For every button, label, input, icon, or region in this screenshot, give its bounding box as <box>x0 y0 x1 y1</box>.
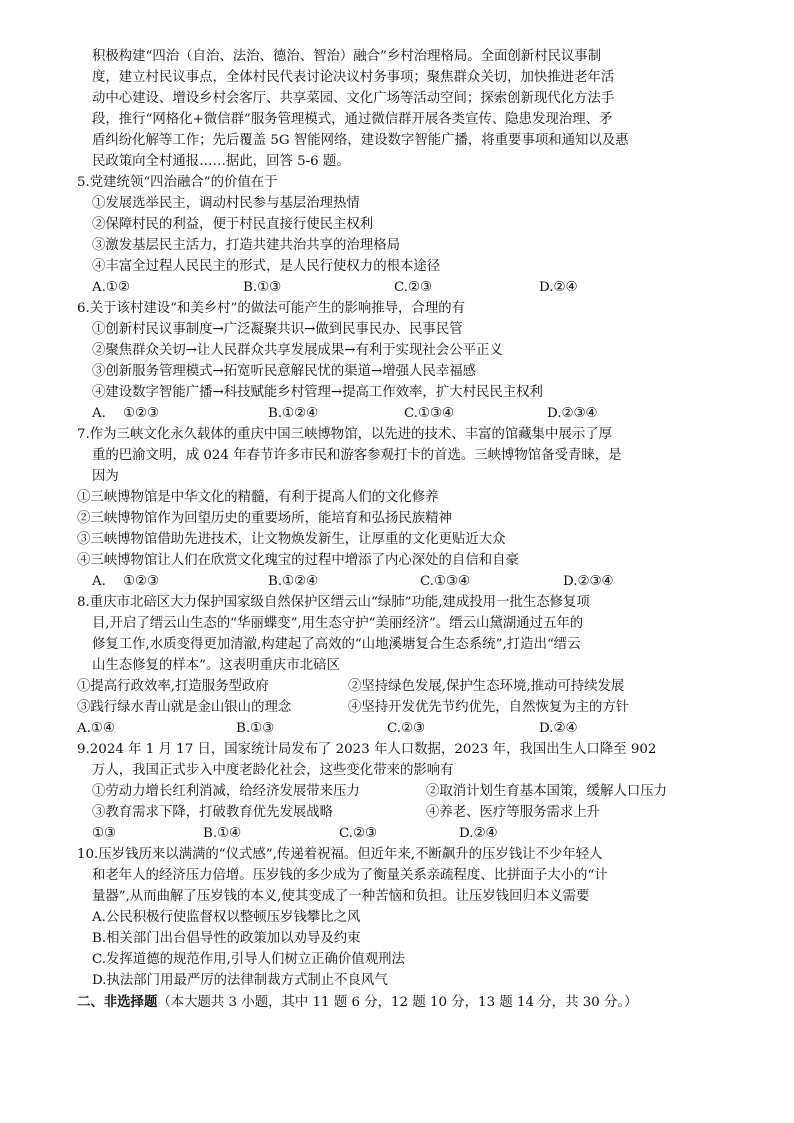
option-c: C.②③ <box>387 721 426 736</box>
option-a: A.①④ <box>77 721 115 736</box>
option-c: C.②③ <box>394 280 433 295</box>
statement-item: ④建设数字智能广播→科技赋能乡村管理→提高工作效率，扩大村民民主权利 <box>92 385 543 400</box>
question-stem: 万人，我国正式步入中度老龄化社会，这些变化带来的影响有 <box>92 763 454 778</box>
question-stem: 和老年人的经济压力倍增。压岁钱的多少成为了衡量关系亲疏程度、比拼面子大小的“计 <box>92 868 608 883</box>
statement-item: ③教育需求下降，打破教育优先发展战略 <box>92 805 334 820</box>
question-stem: 6.关于该村建设“和美乡村”的做法可能产生的影响推导，合理的有 <box>77 301 466 316</box>
section-heading <box>77 992 638 1013</box>
intro-line: 民政策向全村通报……据此，回答 5-6 题。 <box>92 154 350 169</box>
statement-item: ②坚持绿色发展,保护生态环境,推动可持续发展 <box>348 679 625 694</box>
option-b: B.①②④ <box>268 406 319 421</box>
question-stem: 7.作为三峡文化永久载体的重庆中国三峡博物馆，以先进的技术、丰富的馆藏集中展示了厚 <box>77 427 613 442</box>
option-d: D.②④ <box>459 826 498 841</box>
statement-item: ④养老、医疗等服务需求上升 <box>426 805 601 820</box>
intro-line: 段，推行“网格化+微信群”服务管理模式，通过微信群开展各类宣传、隐患发现治理、矛 <box>92 112 613 127</box>
statement-item: ③创新服务管理模式→拓宽听民意解民忧的渠道→增强人民幸福感 <box>92 364 476 379</box>
statement-item: ④丰富全过程人民民主的形式，是人民行使权力的根本途径 <box>92 259 441 274</box>
statement-item: ③激发基层民主活力，打造共建共治共享的治理格局 <box>92 238 400 253</box>
option-c: C.发挥道德的规范作用,引导人们树立正确价值观刑法 <box>92 952 405 967</box>
option-a: A. ①②③ <box>92 406 159 421</box>
statement-item: ③践行绿水青山就是金山银山的理念 <box>77 700 292 715</box>
statement-item: ①劳动力增长红利消减，给经济发展带来压力 <box>92 784 360 799</box>
question-stem: 9.2024 年 1 月 17 日，国家统计局发布了 2023 年人口数据，2023 年，我国出生人口降至 902 <box>77 742 657 757</box>
intro-line: 度，建立村民议事点，全体村民代表讨论决议村务事项；聚焦群众关切，加快推进老年活 <box>92 70 615 85</box>
statement-item: ①三峡博物馆是中华文化的精髓，有利于提高人们的文化修养 <box>77 490 439 505</box>
statement-item: ②聚焦群众关切→让人民群众共享发展成果→有利于实现社会公平正义 <box>92 343 503 358</box>
question-stem: 重的巴渝文明，成 024 年春节许多市民和游客参观打卡的首选。三峡博物馆备受青睐，是 <box>92 448 622 463</box>
option-d: D.②④ <box>539 280 578 295</box>
option-b: B.①④ <box>203 826 242 841</box>
question-stem: 量器”,从而曲解了压岁钱的本义,使其变成了一种苦恼和负担。让压岁钱回归本义需要 <box>92 889 590 904</box>
statement-item: ②取消计划生育基本国策，缓解人口压力 <box>426 784 668 799</box>
option-c: C.①③④ <box>420 574 471 589</box>
statement-item: ②三峡博物馆作为回望历史的重要场所，能培育和弘扬民族精神 <box>77 511 452 526</box>
question-stem: 因为 <box>92 469 119 484</box>
option-b: B.①③ <box>243 280 282 295</box>
statement-item: ②保障村民的利益，便于村民直接行使民主权利 <box>92 217 374 232</box>
statement-item: ①提高行政效率,打造服务型政府 <box>77 679 269 694</box>
question-stem: 10.压岁钱历来以满满的“仪式感”,传递着祝福。但近年来,不断飙升的压岁钱让不少年轻人 <box>77 847 603 862</box>
option-a: A.①② <box>92 280 130 295</box>
question-stem: 山生态修复的样本”。这表明重庆市北碚区 <box>92 658 340 673</box>
section-title: 二、非选择题 <box>77 994 158 1010</box>
option-d: D.执法部门用最严厉的法律制裁方式制止不良风气 <box>92 973 388 988</box>
statement-item: ③三峡博物馆借助先进技术，让文物焕发新生，让厚重的文化更贴近大众 <box>77 532 506 547</box>
question-stem: 8.重庆市北碚区大力保护国家级自然保护区缙云山“绿肺”功能,建成投用一批生态修复项 <box>77 595 590 610</box>
statement-item: ④坚持开发优先节约优先，自然恢复为主的方针 <box>348 700 630 715</box>
option-c: C.①③④ <box>404 406 455 421</box>
section-note: （本大题共 3 小题，其中 11 题 6 分，12 题 10 分，13 题 14 分，共 30 分。） <box>157 995 638 1010</box>
option-a: A. ①②③ <box>92 574 159 589</box>
statement-item: ①创新村民议事制度→广泛凝聚共识→做到民事民办、民事民管 <box>92 322 463 337</box>
option-d: D.②③④ <box>547 406 598 421</box>
question-stem: 5.党建统领“四治融合”的价值在于 <box>77 175 278 190</box>
intro-line: 积极构建“四治（自治、法治、德治、智治）融合”乡村治理格局。全面创新村民议事制 <box>92 49 602 64</box>
option-b: B.①③ <box>236 721 275 736</box>
option-b: B.①②④ <box>268 574 319 589</box>
option-a: ①③ <box>92 826 117 841</box>
statement-item: ④三峡博物馆让人们在欣赏文化瑰宝的过程中增添了内心深处的自信和自豪 <box>77 553 519 568</box>
question-stem: 修复工作,水质变得更加清澈,构建起了高效的“山地溪塘复合生态系统”,打造出“缙云 <box>92 637 581 652</box>
intro-line: 盾纠纷化解等工作；先后覆盖 5G 智能网络，建设数字智能广播，将重要事项和通知以及惠 <box>92 133 629 148</box>
question-stem: 目,开启了缙云山生态的“华丽蝶变”,用生态守护“美丽经济”。缙云山黛湖通过五年的 <box>92 616 584 631</box>
option-a: A.公民积极行使监督权以整顿压岁钱攀比之风 <box>92 910 361 925</box>
statement-item: ①发展选举民主，调动村民参与基层治理热情 <box>92 196 360 211</box>
intro-line: 动中心建设、增设乡村会客厅、共享菜园、文化广场等活动空间；探索创新现代化方法手 <box>92 91 615 106</box>
option-c: C.②③ <box>339 826 378 841</box>
option-d: D.②④ <box>539 721 578 736</box>
option-b: B.相关部门出台倡导性的政策加以劝导及约束 <box>92 931 361 946</box>
option-d: D.②③④ <box>563 574 614 589</box>
